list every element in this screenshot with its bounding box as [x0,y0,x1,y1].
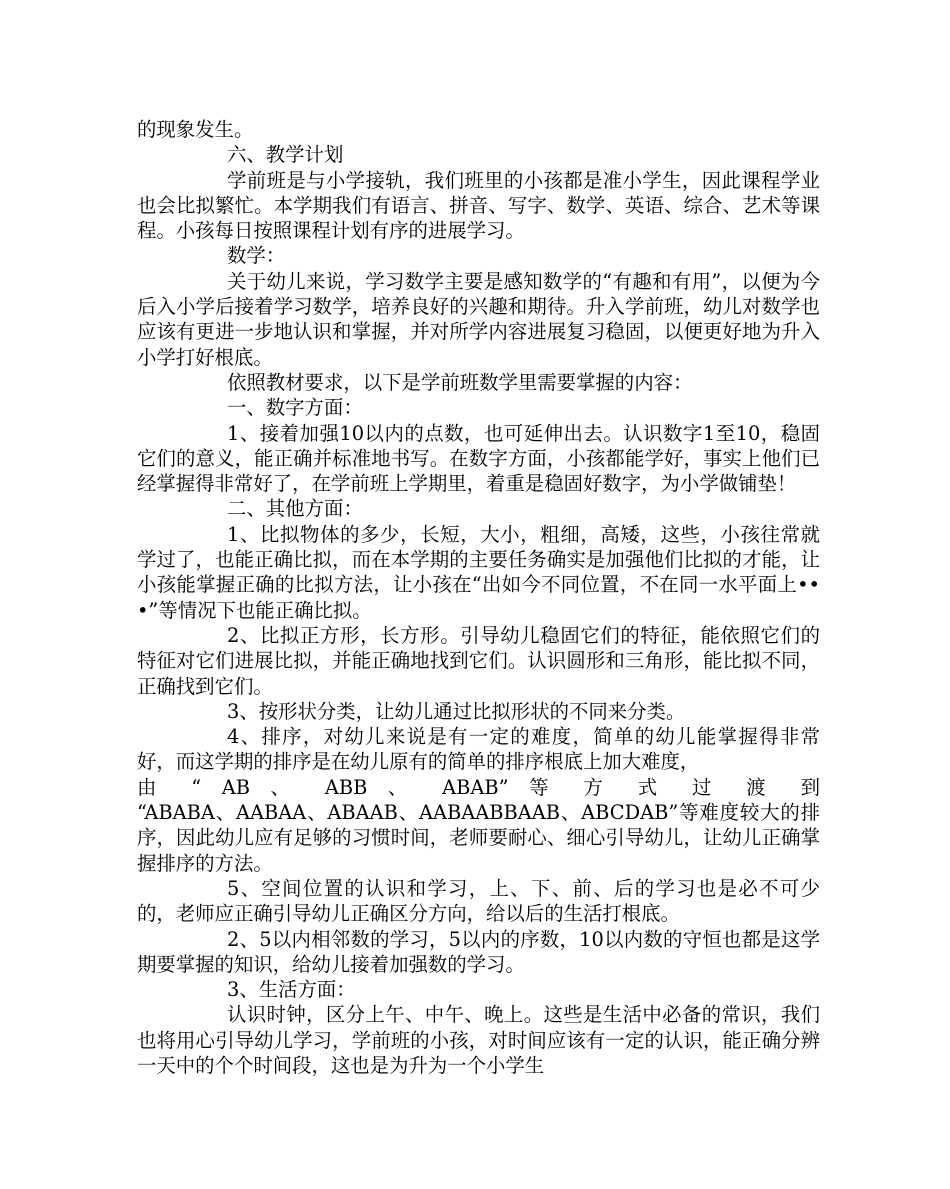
paragraph-3: 学前班是与小学接轨，我们班里的小孩都是准小学生，因此课程学业也会比拟繁忙。本学期我们有语言、拼音、写字、数学、英语、综合、艺术等课程。小孩每日按照课程计划有序的进展学习。 [137,168,820,243]
paragraph-13: 4、排序，对幼儿来说是有一定的难度，简单的幼儿能掌握得非常好，而这学期的排序是在幼儿原有的简单的排序根底上加大难度， [137,725,820,774]
paragraph-11: 2、比拟正方形，长方形。引导幼儿稳固它们的特征，能依照它们的特征对它们进展比拟，并能正确地找到它们。认识圆形和三角形，能比拟不同，正确找到它们。 [137,623,820,698]
paragraph-6: 依照教材要求，以下是学前班数学里需要掌握的内容： [227,370,693,394]
paragraph-8: 1、接着加强10以内的点数，也可延伸出去。认识数字1至10，稳固它们的意义，能正确并标准地书写。在数字方面，小孩都能学好，事实上他们已经掌握得非常好了，在学前班上学期里，着重是稳固好数字，为小学做铺垫！ [137,421,820,496]
paragraph-19: 认识时钟，区分上午、中午、晚上。这些是生活中必备的常识，我们也将用心引导幼儿学习，学前班的小孩，对时间应该有一定的认识，能正确分辨一天中的个个时间段，这也是为升为一个小学生 [137,1003,820,1077]
paragraph-5: 关于幼儿来说，学习数学主要是感知数学的“有趣和有用”，以便为今后入小学后接着学习数学，培养良好的兴趣和期待。升入学前班，幼儿对数学也应该有更进一步地认识和掌握，并对所学内容进展复习稳固，以便更好地为升入小学打好根底。 [137,269,820,369]
subheading-other: 二、其他方面： [227,497,363,521]
paragraph-16: 5、空间位置的认识和学习，上、下、前、后的学习也是必不可少的，老师应正确引导幼儿正确区分方向，给以后的生活打根底。 [137,876,820,926]
paragraph-1: 的现象发生。 [137,118,254,141]
section-heading-teaching-plan: 六、教学计划 [227,143,344,167]
subheading-math: 数学： [227,244,286,268]
subheading-numbers: 一、数字方面： [227,396,363,420]
paragraph-15: “ABABA、AABAA、ABAAB、AABAABBAAB、ABCDAB”等难度较大的排序，因此幼儿应有足够的习惯时间，老师要耐心、细心引导幼儿，让幼儿正确掌握排序的方法。 [137,801,820,875]
subheading-life: 3、生活方面： [227,978,356,1002]
paragraph-10: 1、比拟物体的多少，长短，大小，粗细，高矮，这些，小孩往常就学过了，也能正确比拟，而在本学期的主要任务确实是加强他们比拟的才能，让小孩能掌握正确的比拟方法，让小孩在“出如今不同位置，不在同一水平面上•••”等情况下也能正确比拟。 [137,522,820,622]
paragraph-14-spaced-line: 由 “ AB 、 ABB 、 ABAB” 等 方 式 过 渡 到 [137,775,820,799]
paragraph-12: 3、按形状分类，让幼儿通过比拟形状的不同来分类。 [227,699,686,723]
paragraph-17: 2、5以内相邻数的学习，5以内的序数，10以内数的守恒也都是这学期要掌握的知识，给幼儿接着加强数的学习。 [137,927,820,976]
document-page [137,117,820,1078]
